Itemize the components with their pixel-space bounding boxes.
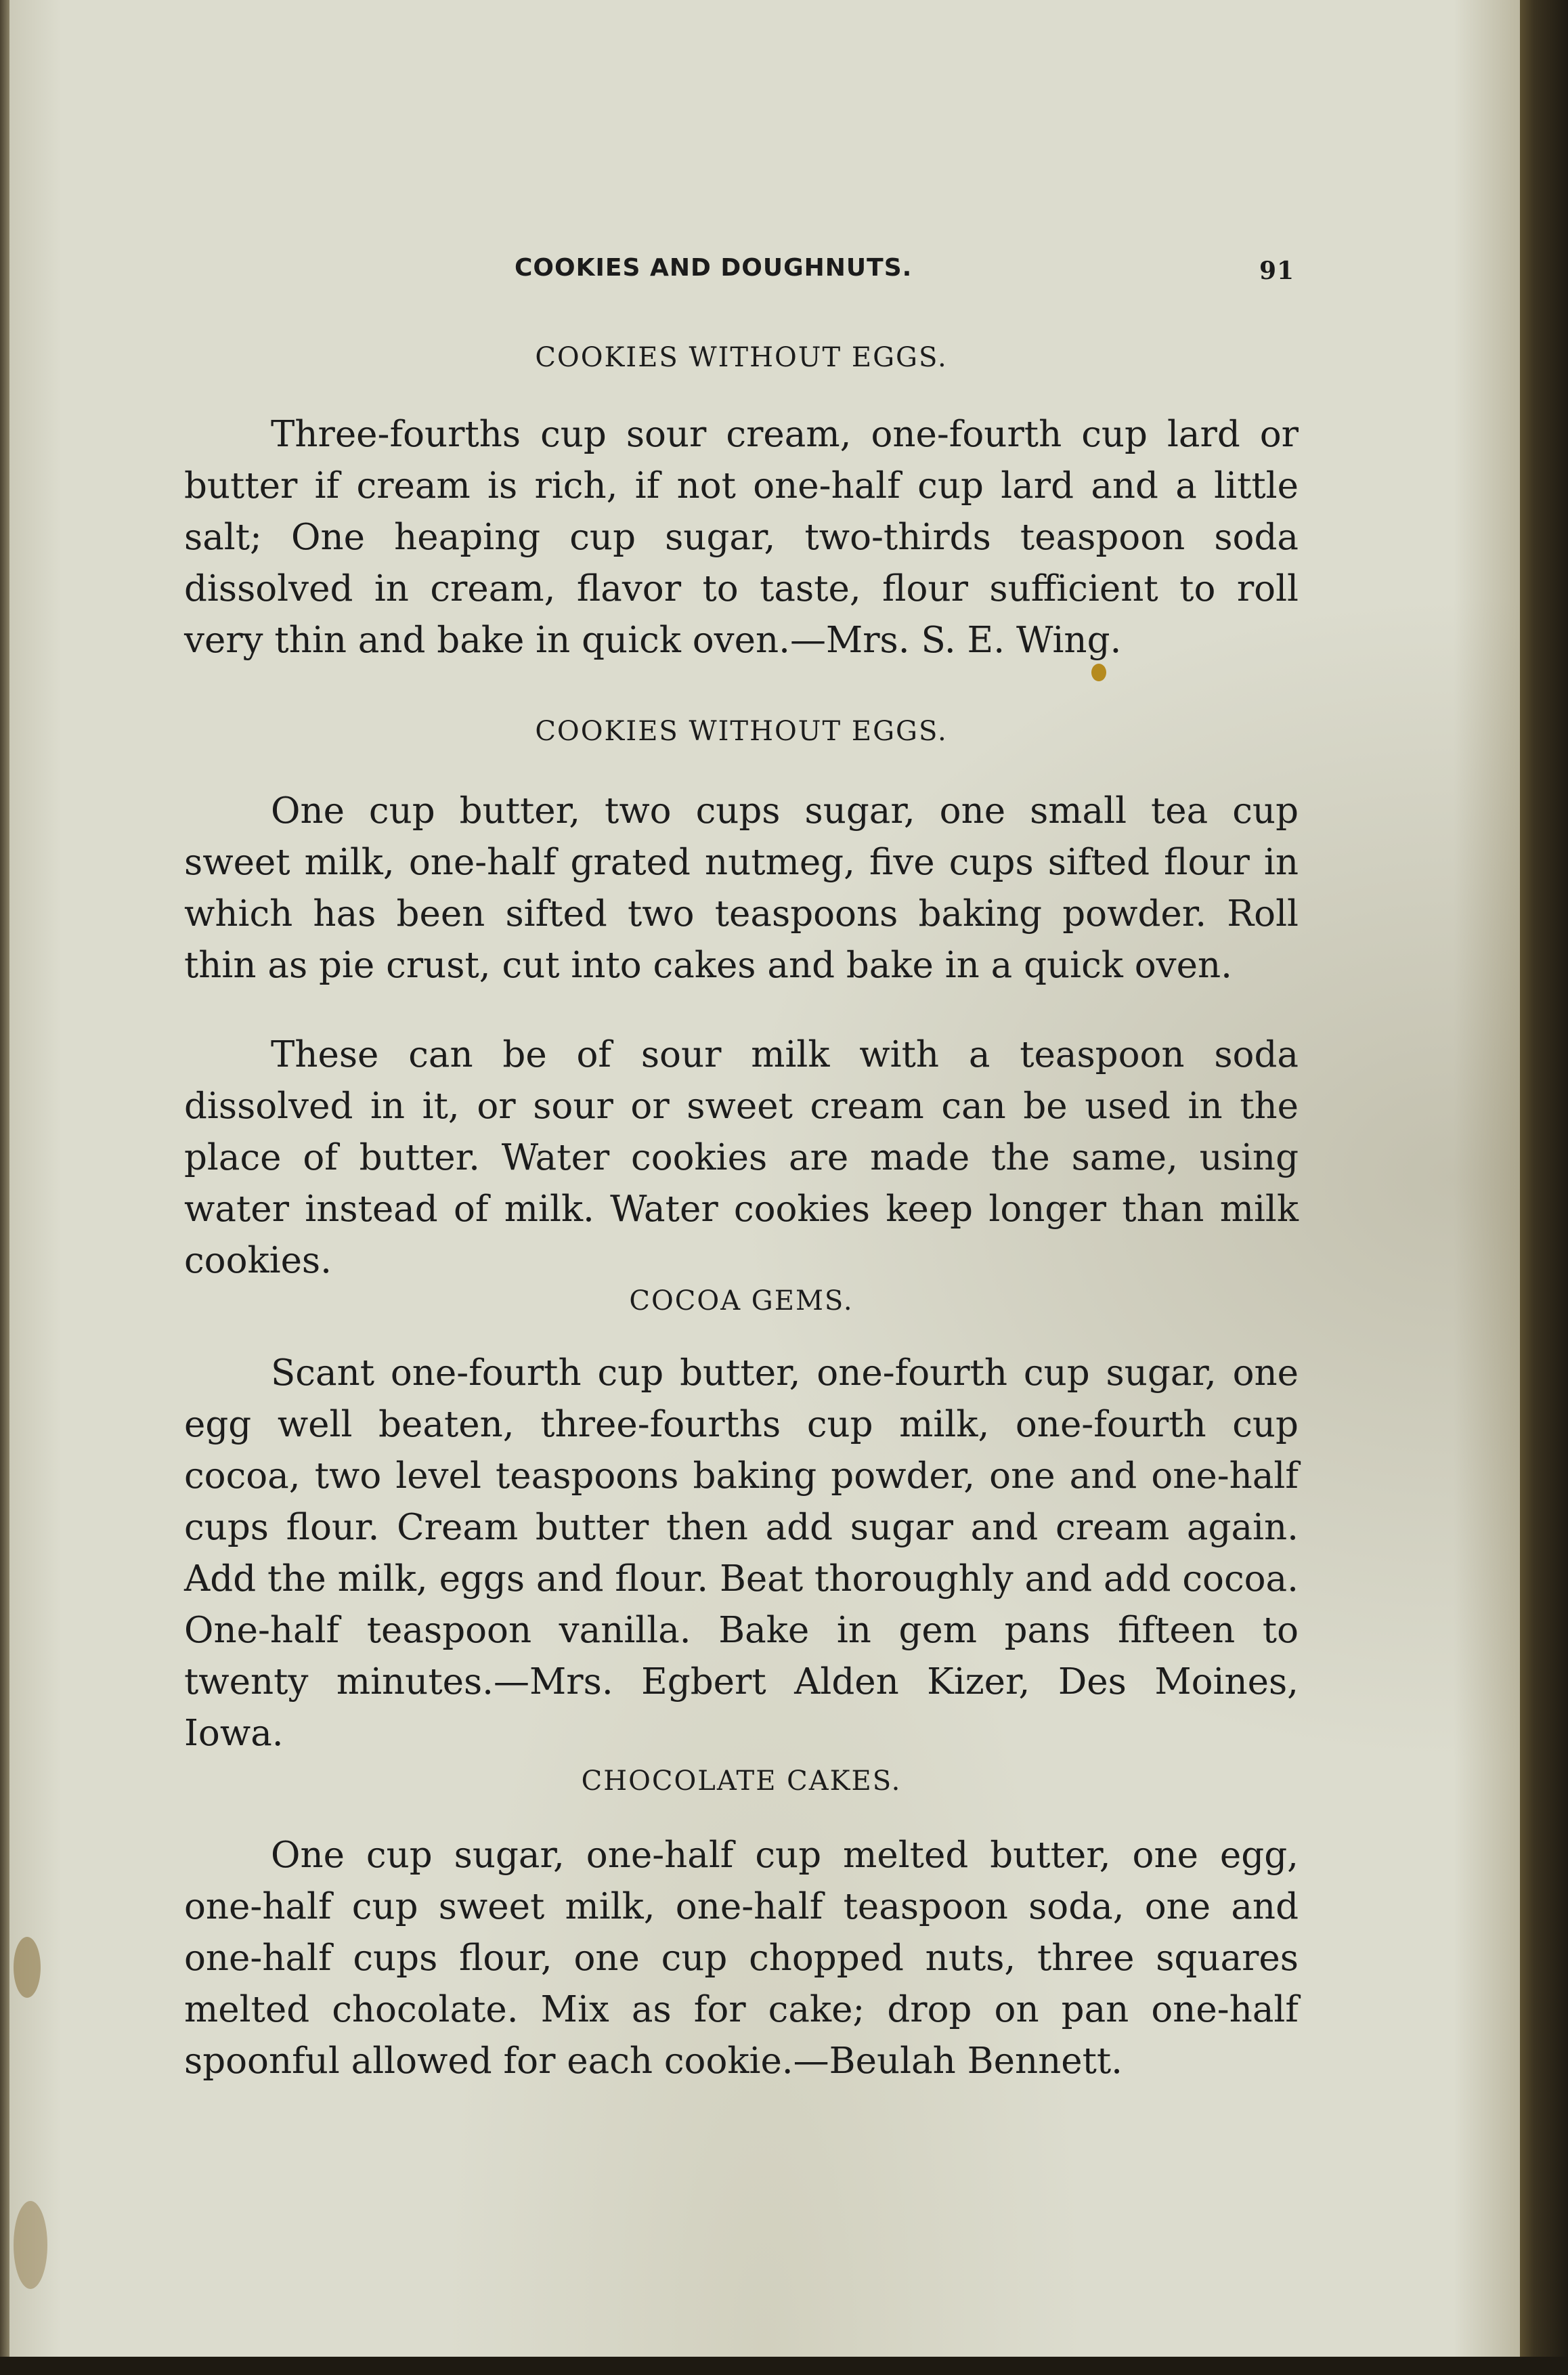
page-bottom-edge [0, 2357, 1568, 2375]
recipe-paragraph: Scant one-fourth cup butter, one-fourth cup sugar, one egg well beaten, three-fourths cup milk, one-fourth cup cocoa, two level teaspoons baking powder, one and one-half cups flour. Cream butter then add sugar and cream again. Add the milk, eggs and flour. Beat thoroughly and add cocoa. One-half teaspoon vanilla. Bake in gem pans fifteen to twenty minutes.—Mrs. Egbert Alden Kizer, Des Moines, Iowa. [184, 1352, 1299, 1754]
page-left-edge [0, 0, 9, 2357]
recipe-paragraph: One cup sugar, one-half cup melted butter, one egg, one-half cup sweet milk, one-half teaspoon soda, one and one-half cups flour, one cup chopped nuts, three squares melted chocolate. Mix as for cake; drop on pan one-half spoonful allowed for each cookie.—Beulah Bennett. [184, 1835, 1299, 2082]
running-head [0, 254, 1530, 295]
book-spine-edge [1520, 0, 1568, 2375]
recipe-body [184, 786, 1299, 991]
recipe-heading: COCOA GEMS. [629, 1285, 854, 1317]
page-number: 91 [1259, 257, 1295, 285]
recipe-heading: COOKIES WITHOUT EGGS. [535, 716, 948, 747]
recipe-heading: CHOCOLATE CAKES. [581, 1766, 902, 1797]
ink-stain [1091, 664, 1106, 681]
recipe-body [184, 409, 1299, 666]
recipe-body [184, 1348, 1299, 1759]
recipe-paragraph: These can be of sour milk with a teaspoon soda dissolved in it, or sour or sweet cream can be used in the place of butter. Water cookies are made the same, using water instead of milk. Water cookies keep longer than milk cookies. [184, 1034, 1299, 1281]
recipe-paragraph: One cup butter, two cups sugar, one small tea cup sweet milk, one-half grated nutmeg, five cups sifted flour in which has been sifted two teaspoons baking powder. Roll thin as pie crust, cut into cakes and bake in a quick oven. [184, 790, 1299, 986]
edge-stain [14, 2201, 47, 2289]
recipe-heading: COOKIES WITHOUT EGGS. [535, 342, 948, 373]
running-title: COOKIES AND DOUGHNUTS. [515, 254, 913, 282]
recipe-body [184, 1830, 1299, 2087]
edge-stain [14, 1937, 41, 1998]
recipe-paragraph: Three-fourths cup sour cream, one-fourth cup lard or butter if cream is rich, if not one-half cup lard and a little salt; One heaping cup sugar, two-thirds teaspoon soda dissolved in cream, flavor to taste, flour sufficient to roll very thin and bake in quick oven.—Mrs. S. E. Wing. [184, 414, 1299, 661]
recipe-body [184, 1029, 1299, 1287]
